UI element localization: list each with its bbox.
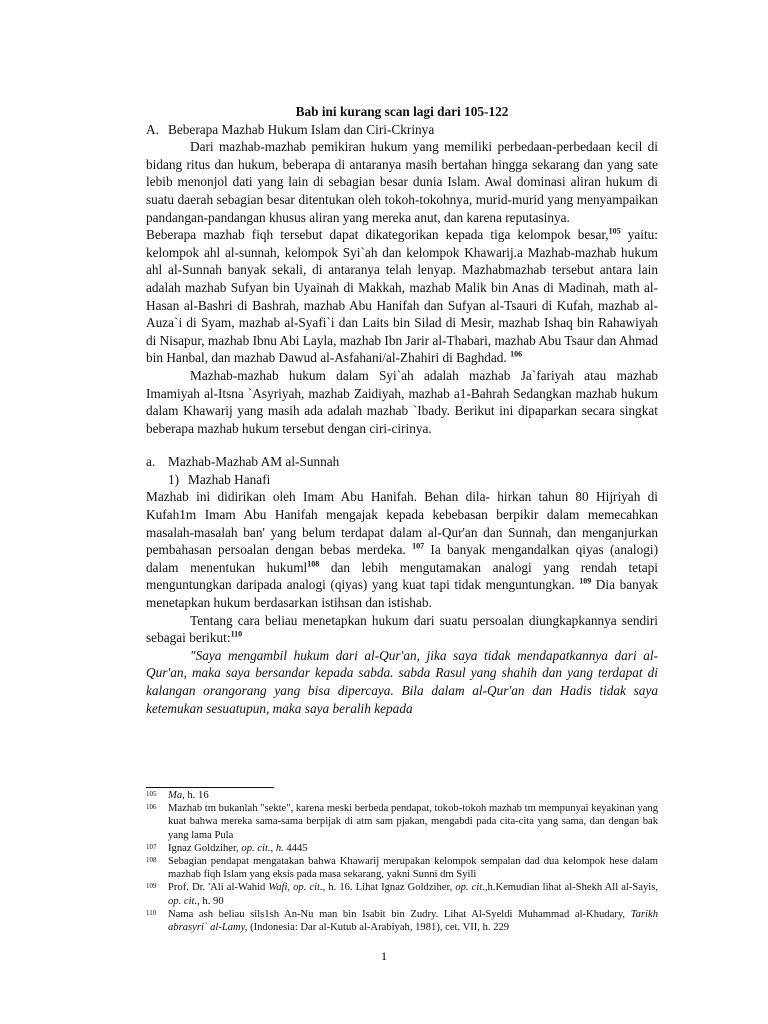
footnote-text-segment: h.Kemudian lihat al-Shekh All al-Sayis, xyxy=(487,882,659,894)
footnote-text-segment: Nama ash beliau sils1sh An-Nu man bin Isabit bin Zudry. Lihat Al-Syeldi Muhammad al-Khudary, xyxy=(168,908,631,920)
document-body xyxy=(146,103,658,717)
footnote-text-segment: 4445 xyxy=(283,842,308,854)
footnote-106 xyxy=(146,802,658,842)
footnote-text-segment: Ma, xyxy=(168,790,185,801)
footnote-text xyxy=(168,789,658,802)
section-marker: a. xyxy=(146,454,156,470)
spacer xyxy=(146,437,658,453)
footnote-number: 108 xyxy=(146,856,157,865)
footnote-110 xyxy=(146,908,658,934)
paragraph-4-text: Ia banyak mengandalkan qiyas (analogi) dalam menentukan hukuml xyxy=(146,542,658,575)
footnote-text xyxy=(168,842,658,855)
footnote-number: 105 xyxy=(146,790,157,798)
footnote-ref-110: 110 xyxy=(230,629,243,639)
paragraph-1: Dari mazhab-mazhab pemikiran hukum yang memiliki perbedaan-perbedaan kecil di bidang ritus dan hukum, beberapa di antaranya masih bertahan hingga sekarang dan yang sate lebib menonjol dati yang lain di sebagian besar dunia Islam. Awal dominasi aliran hukum di suatu daerah sebagian besar ditentukan oleh tokoh-tokohnya, murid-murid yang menyampaikan pandangan-pandangan khusus aliran yang mereka anut, dan karena reputasinya. xyxy=(146,139,658,225)
paragraph-2-text: yaitu: kelompok ahl al-sunnah, kelompok Syi`ah dan kelompok Khawarij.a Mazhab-mazhab hukum ahl al-Sunnah banyak sekali, di antaranya telah lenyap. Mazhabmazhab tersebut antara lain adalah mazhab Sufyan bin Uyainah di Makkah, mazhab Malik bin Anas di Madinah, math al-Hasan al-Bashri di Bashrah, mazhab Abu Hanifah dan Sufyan al-Tsauri di Kufah, mazhab al-Auza`i di Syam, mazhab al-Syafi`i dan Laits bin Silad di Mesir, mazhab Ishaq bin Rahawiyah di Nisapur, mazhab Ibnu Abi Layla, mazhab Ibn Jarir al-Thabari, mazhab Abu Tsaur dan Ahmad bin Hanbal, dan mazhab Dawud al-Asfahani/al-Zhahiri di Baghdad. xyxy=(146,227,659,366)
section-title: Beberapa Mazhab Hukum Islam dan Ciri-Ckrinya xyxy=(168,121,435,137)
paragraph-4-text: Mazhab ini didirikan oleh Imam Abu Hanifah. Behan dila- hirkan tahun 80 Hijriyah di Kufah1m Imam Abu Hanifah mengajak kepada kebebasan berpikir dalam memecahkan masalah-masalah ban' yang belum terdapat dalam al-Qur'an dan Sunnah, dan menganjurkan pembahasan persoalan dengan bebas merdeka. xyxy=(146,489,658,558)
footnote-text-segment: op. cit., xyxy=(455,882,488,894)
footnote-109 xyxy=(146,881,658,907)
quotation: "Saya mengambil hukum dari al-Qur'an, jika saya tidak mendapatkannya dari al-Qur'an, maka saya bersandar kepada sabda. sabda Rasul yang shahih dan yang terdapat di kalangan orangorang yang bisa dipercaya. Bila dalam al-Qur'an dan Hadis tidak saya ketemukan sesuatupun, maka saya beralih kepada xyxy=(146,647,658,716)
paragraph-4-text: Dia banyak menetapkan hukum berdasarkan istihsan dan istishab. xyxy=(146,577,659,611)
footnote-text-segment: op. cit., h. xyxy=(241,842,284,854)
footnote-text-segment: Sebagian pendapat mengatakan bahwa Khawarij merupakan kelompok sempalan dad dua kelompok hese dalam mazhab fiqh Islam yang eksis pada masa sekarang, yakni Sunni dm Syili xyxy=(168,856,658,881)
footnote-text-segment: Mazhab tm bukanlah "sekte", karena meski berbeda pendapat, tokob-tokoh mazhab tm mempunyai keyakinan yang kuat bahwa mereka sama-sama berpijak di atm sam pjakan, mengabdi pada cita-cita yang sama, dan dengan bak yang lama Pula xyxy=(168,803,658,841)
section-title: Mazhab-Mazhab AM al-Sunnah xyxy=(168,454,340,470)
footnote-text-segment: h. 90 xyxy=(199,895,224,907)
footnote-105 xyxy=(146,789,658,802)
footnote-107 xyxy=(146,842,658,855)
footnote-text xyxy=(168,855,658,881)
footnote-text-segment: Ignaz Goldziher, xyxy=(168,842,242,854)
section-heading-a xyxy=(146,121,658,139)
footnote-number: 110 xyxy=(146,908,157,917)
page-title: Bab ini kurang scan lagi dari 105-122 xyxy=(295,104,509,119)
section-marker: A. xyxy=(146,121,159,137)
footnote-text-segment: Prof. Dr. 'Ali al-Wahid xyxy=(168,882,269,894)
footnote-ref-106: 106 xyxy=(510,349,523,359)
paragraph-4 xyxy=(146,488,658,611)
paragraph-3: Mazhab-mazhab hukum dalam Syi`ah adalah mazhab Ja`fariyah atau mazhab Imamiyah al-Itsna `Asyriyah, mazhab Zaidiyah, mazhab a1-Bahrah Sedangkan mazhab hukum dalam Khawarij yang masih ada adalah mazhab `Ibady. Berikut ini dipaparkan secara singkat beberapa mazhab hukum tersebut dengan ciri-cirinya. xyxy=(146,367,658,436)
footnote-text-segment: h. 16 xyxy=(184,790,209,801)
footnote-text-segment: h. 16. Lihat Ignaz Goldziher, xyxy=(325,882,456,894)
footnote-text-segment: Wafi, op. cit., xyxy=(268,882,326,894)
paragraph-5 xyxy=(146,612,658,647)
subsection-marker: 1) xyxy=(168,471,180,487)
footnote-number: 109 xyxy=(146,882,157,891)
footnote-number: 106 xyxy=(146,803,157,812)
footnote-text-segment: op. cit., xyxy=(168,895,200,907)
page-number: 1 xyxy=(381,949,387,963)
footnote-separator xyxy=(146,787,274,788)
footnote-number: 107 xyxy=(146,842,157,851)
subsection-title: Mazhab Hanafi xyxy=(188,471,271,487)
paragraph-4-text: dan lebih mengutamakan analogi yang rendah tetapi menguntungkan daripada analogi (qiyas) yang kuat tapi tidak menguntungkan. xyxy=(146,559,658,593)
footnote-ref-109: 109 xyxy=(579,577,592,587)
footnote-text xyxy=(168,908,658,934)
footnote-text-segment: (Indonesia: Dar al-Kutub al-Arabiyah, 1981), cet. VII, h. 229 xyxy=(247,922,510,934)
footnote-108 xyxy=(146,855,658,881)
section-heading-a-lower xyxy=(146,453,658,471)
footnote-text xyxy=(168,802,658,842)
footnote-text xyxy=(168,881,658,907)
paragraph-2 xyxy=(146,226,658,367)
footnote-ref-108: 108 xyxy=(307,559,320,569)
paragraph-5-text: Tentang cara beliau menetapkan hukum dari suatu persoalan diungkapkannya sendiri sebagai berikut: xyxy=(146,612,658,646)
footnote-text-segment: Tarikh abrasyri` al-Lamy, xyxy=(168,908,658,934)
footnotes xyxy=(146,789,658,934)
paragraph-2-text: Beberapa mazhab fiqh tersebut dapat dikategorikan kepada tiga kelompok besar, xyxy=(146,227,609,243)
subsection-heading-1 xyxy=(146,471,658,489)
footnote-ref-105: 105 xyxy=(608,226,621,236)
footnote-ref-107: 107 xyxy=(412,541,425,551)
